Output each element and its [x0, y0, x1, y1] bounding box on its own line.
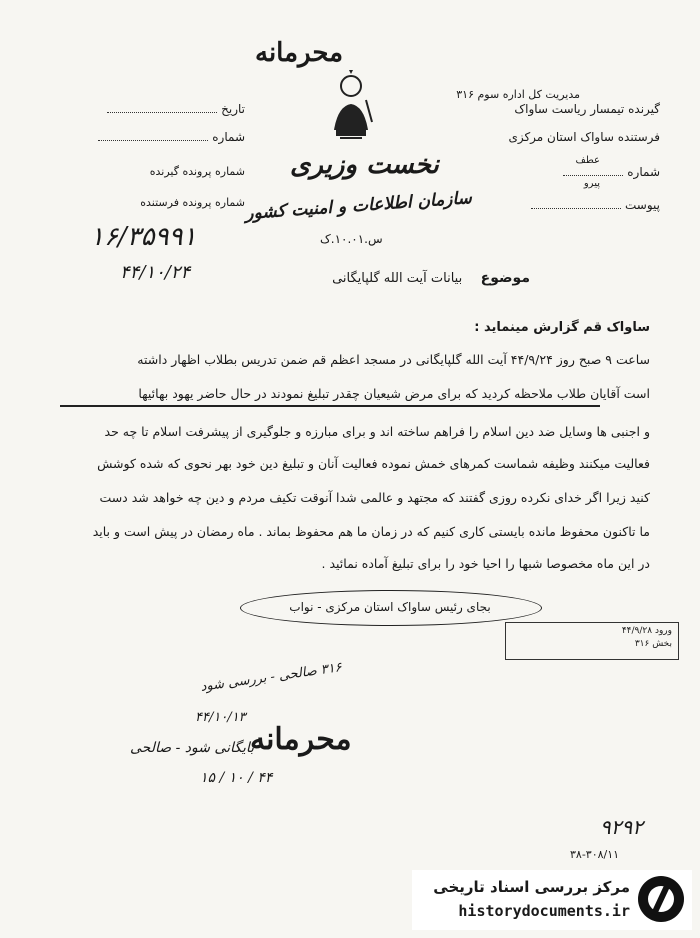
receiver-file-row	[60, 165, 245, 178]
underline-mark	[60, 405, 600, 407]
handwritten-number: ۱۶/۳۵۹۹۱	[90, 222, 197, 252]
handnote-2: ۴۴/۱۰/۱۳	[195, 710, 246, 725]
site-url: historydocuments.ir	[458, 902, 630, 920]
body-line-2: است آقایان طلاب ملاحظه کردید که برای مرض شیعیان چقدر تبلیغ نمودند در حال حاضر یهود بهائیها	[138, 386, 650, 401]
sender-row	[508, 130, 660, 144]
archive-code: ۳۸-۳۰۸/۱۱	[570, 848, 620, 861]
sender-label: فرستنده	[617, 130, 660, 144]
site-logo-icon	[638, 876, 684, 922]
organization-title: سازمان اطلاعات و امنیت کشور	[244, 188, 473, 224]
number-sub-top: عطف	[575, 155, 600, 166]
page-number: ۹۲۹۲	[600, 815, 643, 839]
receiver-file-label: شماره پرونده گیرنده	[149, 165, 245, 178]
site-name: مرکز بررسی اسناد تاریخی	[433, 878, 630, 896]
signature-line: بجای رئیس ساواک استان مرکزی - نواب	[289, 600, 491, 614]
body-line-3: و اجنبی ها وسایل ضد دین اسلام را فراهم ساخته اند و برای مبارزه و جلوگیری از پیشرفت اسلام تا چه حد	[104, 424, 650, 439]
body-line-6: ما تاکنون محفوظ مانده بایستی کاری کنیم که در زمان ما هم محفوظ بماند . ماه رمضان در پیش است و باید	[92, 524, 650, 539]
serial-row	[75, 130, 245, 144]
number-sub-bottom: پیرو	[583, 178, 600, 189]
lion-and-sun-emblem	[328, 70, 374, 148]
attachment-row	[531, 198, 660, 212]
recipient-label: گیرنده	[628, 102, 660, 116]
receipt-stamp	[505, 622, 679, 660]
body-line-7: در این ماه مخصوصا شبها را احیا خود را برای تبلیغ آماده نمائید .	[321, 556, 650, 571]
serial-label: شماره	[212, 130, 245, 144]
ministry-title: نخست وزیری	[290, 150, 439, 180]
handnote-4: ۱۵ / ۱۰ / ۴۴	[200, 770, 273, 786]
recipient-value: تیمسار ریاست ساواک	[514, 102, 625, 116]
recipient-row	[514, 102, 660, 116]
handwritten-date: ۴۴/۱۰/۲۴	[120, 262, 191, 283]
number-label: شماره	[627, 165, 660, 179]
code-line: س.۱۰.۰۱.ک	[320, 232, 383, 246]
report-opening: ساواک قم گزارش مینماید :	[474, 320, 650, 335]
receipt-stamp-line-2: بخش ۳۱۶	[634, 639, 672, 649]
handnote-1: ۳۱۶ صالحی - بررسی شود	[199, 660, 343, 695]
classification-stamp-bottom: محرمانه	[250, 722, 352, 757]
site-watermark	[412, 870, 692, 930]
subject-value: بیانات آیت الله گلپایگانی	[332, 271, 463, 286]
handnote-3: بایگانی شود - صالحی	[130, 740, 255, 756]
attachment-label: پیوست	[625, 198, 660, 212]
sender-value: ساواک استان مرکزی	[508, 130, 614, 144]
recipient-dept: مدیریت کل اداره سوم ۳۱۶	[456, 88, 580, 101]
subject-row	[230, 270, 530, 286]
body-line-5: کنید زیرا اگر خدای نکرده روزی گفتند که مجتهد و عالمی شدا آنوقت تکیف مردم و دین چه خواهد شد دست	[99, 490, 650, 505]
number-row	[563, 165, 660, 179]
body-line-4: فعالیت میکنند وظیفه شماست کمرهای خمش نموده فعالیت آنان و تبلیغ دین خود بهر نحوی که شده کوشش	[97, 456, 650, 471]
sender-file-row	[60, 196, 245, 209]
subject-label: موضوع	[480, 270, 530, 286]
date-label: تاریخ	[221, 102, 245, 116]
classification-stamp-top: محرمانه	[255, 38, 344, 68]
sender-file-label: شماره پرونده فرستنده	[140, 196, 245, 209]
receipt-stamp-line-1: ورود ۴۴/۹/۲۸	[621, 626, 672, 636]
body-line-1: ساعت ۹ صبح روز ۴۴/۹/۲۴ آیت الله گلپایگانی در مسجد اعظم قم ضمن تدریس بطلاب اظهار داشته	[137, 352, 650, 367]
date-row	[75, 102, 245, 116]
